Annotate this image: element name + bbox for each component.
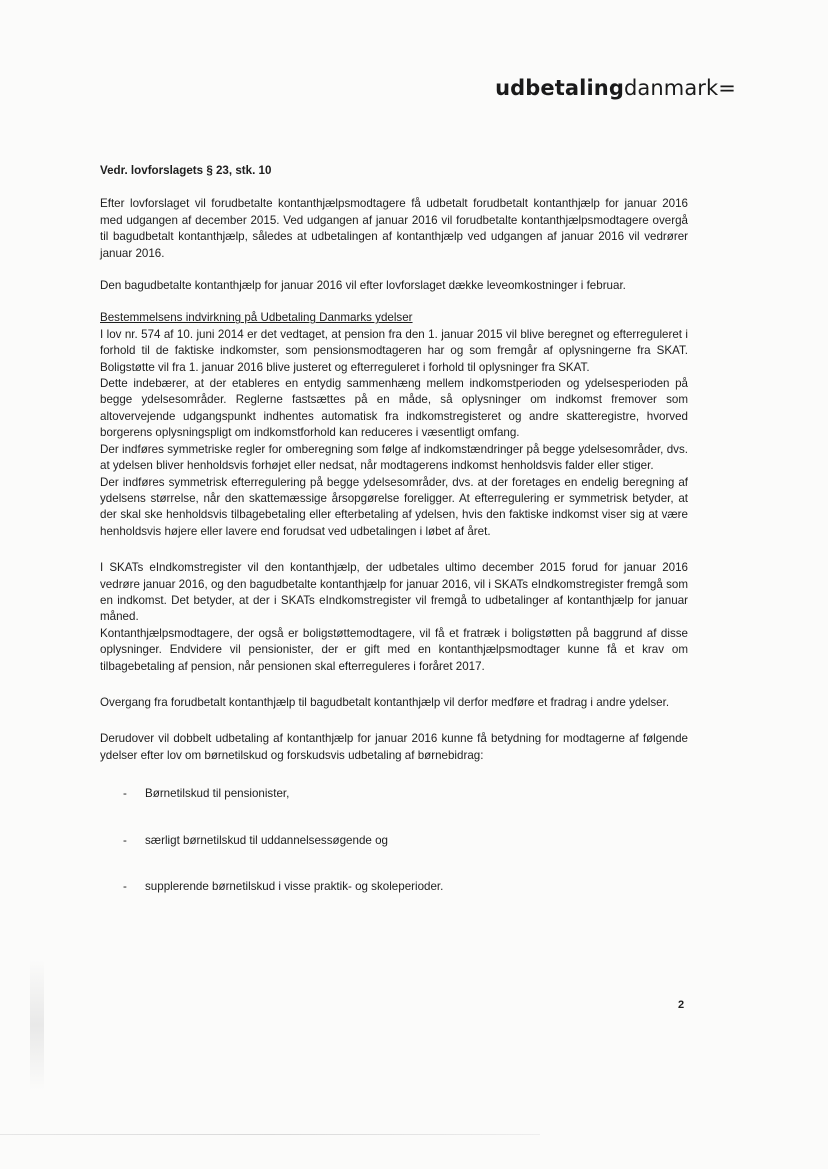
page-number: 2 bbox=[678, 999, 685, 1011]
bullet-dash: - bbox=[123, 833, 127, 847]
list-item-text: supplerende børnetilskud i visse praktik- og skoleperioder. bbox=[145, 880, 444, 893]
document-body bbox=[100, 163, 688, 925]
benefit-list bbox=[100, 786, 688, 895]
paragraph: I SKATs eIndkomstregister vil den kontanthjælp, der udbetales ultimo december 2015 forud for januar 2016 vedrøre januar 2016, og den bagudbetalte kontanthjælp for januar 2016, vil i SKATs eIndkomstregister fremgå som en indkomst. Det betyder, at der i SKATs eIndkomstregister vil fremgå to udbetalinger af kontanthjælp for januar måned. bbox=[100, 561, 688, 624]
list-item-text: særligt børnetilskud til uddannelsessøgende og bbox=[145, 833, 388, 847]
paragraph: Kontanthjælpsmodtagere, der også er boligstøttemodtagere, vil få et fratræk i boligstøtten på baggrund af disse oplysninger. Endvidere vil pensionister, der er gift med en kontanthjælpsmodtager kunne få et krav om tilbagebetaling af pension, når pensionen skal efterreguleres i foråret 2017. bbox=[100, 626, 688, 673]
bullet-dash: - bbox=[123, 880, 127, 893]
document-heading: Vedr. lovforslagets § 23, stk. 10 bbox=[100, 164, 272, 177]
scan-line-divider bbox=[0, 1134, 540, 1135]
logo-bold-text: udbetaling bbox=[495, 76, 624, 100]
paragraph: Der indføres symmetrisk efterregulering på begge ydelsesområder, dvs. at der foretages en endelig beregning af ydelsens størrelse, når den skattemæssige årsopgørelse foreligger. At efterregulering er symmetrisk betyder, at der skal ske henholdsvis tilbagebetaling eller efterbetaling af ydelsen, hvis den faktiske indkomst viser sig at være henholdsvis højere eller lavere end forudsat ved udbetalingen i løbet af året. bbox=[100, 475, 688, 538]
list-item bbox=[100, 833, 688, 849]
paragraph: Dette indebærer, at der etableres en entydig sammenhæng mellem indkomstperioden og ydelsesperioden på begge ydelsesområder. Reglerne fastsættes på en måde, så oplysninger om indkomst fremover som altovervejende udgangspunkt indhentes automatisk fra indkomstregisteret og andre skatteregistre, hvorved borgerens oplysningspligt om indkomstforhold kan reduceres i væsentligt omfang. bbox=[100, 377, 688, 440]
section-subheading: Bestemmelsens indvirkning på Udbetaling Danmarks ydelser bbox=[100, 311, 413, 325]
list-item bbox=[100, 879, 688, 895]
list-item bbox=[100, 786, 688, 802]
paragraph: Overgang fra forudbetalt kontanthjælp til bagudbetalt kontanthjælp vil derfor medføre et fradrag i andre ydelser. bbox=[100, 695, 670, 709]
bullet-dash: - bbox=[123, 787, 127, 801]
logo-light-text: danmark= bbox=[623, 76, 736, 100]
paragraph: Der indføres symmetriske regler for omberegning som følge af indkomstændringer på begge ydelsesområder, dvs. at ydelsen bliver henholdsvis forhøjet eller nedsat, når modtagerens indkomst henholdsvis falder eller stiger. bbox=[100, 442, 688, 473]
paragraph: Derudover vil dobbelt udbetaling af kontanthjælp for januar 2016 kunne få betydning for modtagerne af følgende ydelser efter lov om børnetilskud og forskudsvis udbetaling af børnebidrag: bbox=[100, 732, 688, 762]
paragraph: Den bagudbetalte kontanthjælp for januar 2016 vil efter lovforslaget dække leveomkostninger i februar. bbox=[100, 279, 626, 293]
list-item-text: Børnetilskud til pensionister, bbox=[145, 787, 290, 801]
scan-artifact bbox=[30, 960, 44, 1090]
udbetaling-danmark-logo bbox=[495, 76, 736, 100]
paragraph: I lov nr. 574 af 10. juni 2014 er det vedtaget, at pension fra den 1. januar 2015 vil blive beregnet og efterreguleret i forhold til de faktiske indkomster, som pensionsmodtageren har og som fremgår af oplysningerne fra SKAT. Boligstøtte vil fra 1. januar 2016 blive justeret og efterreguleret i forhold til oplysninger fra SKAT. bbox=[100, 327, 688, 374]
paragraph: Efter lovforslaget vil forudbetalte kontanthjælpsmodtagere få udbetalt forudbetalt kontanthjælp for januar 2016 med udgangen af december 2015. Ved udgangen af januar 2016 vil forudbetalte kontanthjælpsmodtagere overgå til bagudbetalt kontanthjælp, således at udbetalingen af kontanthjælp ved udgangen af januar 2016 vil vedrører januar 2016. bbox=[100, 197, 688, 260]
